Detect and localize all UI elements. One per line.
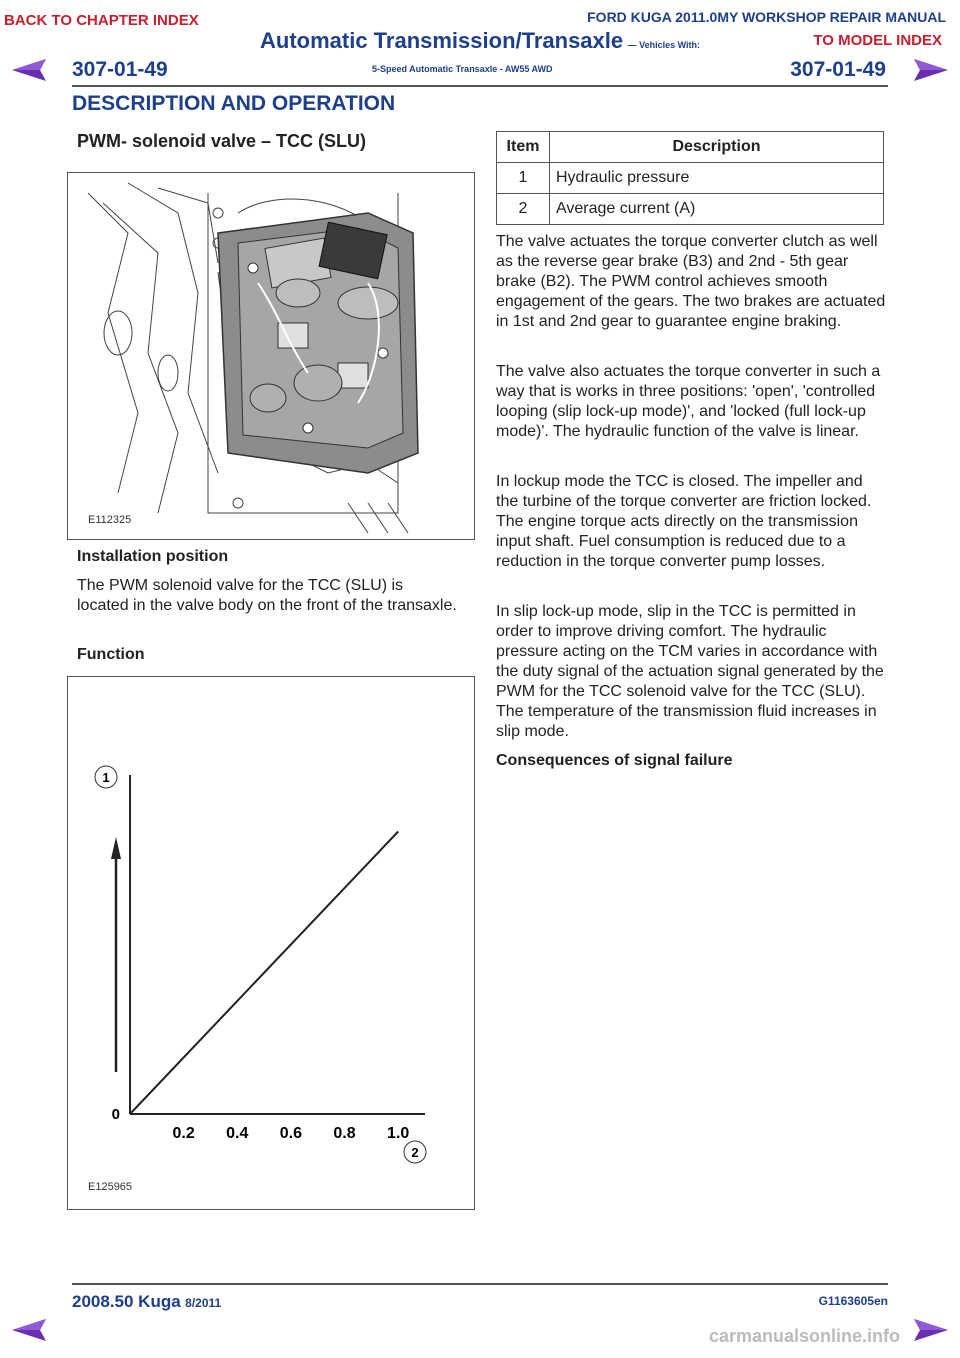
footer-model-date bbox=[72, 1292, 221, 1312]
item-description-table bbox=[496, 131, 884, 225]
chapter-title: Automatic Transmission/Transaxle bbox=[260, 28, 624, 53]
x-tick-label: 0.2 bbox=[172, 1125, 195, 1142]
table-header-row bbox=[497, 132, 884, 163]
previous-page-arrow-icon[interactable] bbox=[10, 56, 50, 84]
footer-date: 8/2011 bbox=[185, 1296, 222, 1310]
page-number-right: 307-01-49 bbox=[790, 58, 886, 81]
vehicles-with-label: — Vehicles With: bbox=[627, 40, 701, 50]
table-row bbox=[497, 163, 884, 194]
pressure-arrow-head-icon bbox=[111, 837, 121, 859]
manual-title: FORD KUGA 2011.0MY WORKSHOP REPAIR MANUAL bbox=[587, 9, 946, 25]
section-title: DESCRIPTION AND OPERATION bbox=[72, 92, 396, 115]
valve-body-figure bbox=[67, 172, 475, 540]
footer-rule bbox=[72, 1283, 888, 1285]
table-header-item: Item bbox=[497, 132, 550, 163]
chart-series-group bbox=[130, 832, 398, 1115]
paragraph-lockup-mode: In lockup mode the TCC is closed. The impeller and the turbine of the torque converter are friction locked. The engine torque acts directly on the transmission input shaft. Fuel consumption is reduced due to a reduction in the torque converter pump losses. bbox=[496, 473, 872, 570]
origin-label: 0 bbox=[111, 1106, 120, 1123]
paragraph-three-positions: The valve also actuates the torque converter in such a way that is works in three positions: 'open', 'controlled looping (slip lock-up mode)', and 'locked (full lock-up mode)'. The hydraulic function of the valve is linear. bbox=[496, 363, 881, 440]
chapter-header bbox=[260, 28, 700, 54]
x-tick-label: 0.8 bbox=[333, 1125, 356, 1142]
figure-code-2: E125965 bbox=[88, 1181, 133, 1193]
table-cell-description: Hydraulic pressure bbox=[550, 163, 884, 194]
x-tick-label: 0.6 bbox=[279, 1125, 303, 1142]
table-cell-description: Average current (A) bbox=[550, 194, 884, 225]
back-to-chapter-index-link[interactable]: BACK TO CHAPTER INDEX bbox=[4, 12, 199, 29]
valve-body-illustration bbox=[68, 173, 474, 539]
figure-code-1: E112325 bbox=[88, 514, 132, 526]
callout-1-label: 1 bbox=[102, 770, 110, 785]
next-page-arrow-icon[interactable] bbox=[910, 56, 950, 84]
chart-ticks-group bbox=[173, 1125, 410, 1142]
footer-doc-code: G1163605en bbox=[818, 1294, 888, 1308]
previous-page-arrow-bottom-icon[interactable] bbox=[10, 1316, 50, 1344]
function-heading: Function bbox=[77, 646, 145, 663]
installation-text: The PWM solenoid valve for the TCC (SLU) is located in the valve body on the front of the transaxle. bbox=[77, 577, 457, 614]
table-row bbox=[497, 194, 884, 225]
watermark-text: carmanualsonline.info bbox=[708, 1326, 900, 1346]
x-tick-label: 1.0 bbox=[387, 1125, 410, 1142]
series-line-0 bbox=[130, 832, 398, 1115]
paragraph-valve-actuation: The valve actuates the torque converter clutch as well as the reverse gear brake (B3) and 2nd - 5th gear brake (B2). The PWM control achieves smooth engagement of the gears. The two brakes are actuated in 1st and 2nd gear to guarantee engine braking. bbox=[496, 233, 886, 330]
table-cell-item: 2 bbox=[497, 194, 550, 225]
table-cell-item: 1 bbox=[497, 163, 550, 194]
table-header-description: Description bbox=[550, 132, 884, 163]
footer-model: 2008.50 Kuga bbox=[72, 1292, 181, 1311]
callout-2-label: 2 bbox=[411, 1145, 419, 1160]
function-chart-figure bbox=[67, 676, 475, 1210]
page-number-left: 307-01-49 bbox=[72, 58, 168, 81]
x-tick-label: 0.4 bbox=[226, 1125, 249, 1142]
component-title: PWM- solenoid valve – TCC (SLU) bbox=[77, 131, 367, 151]
pressure-current-chart bbox=[68, 677, 474, 1209]
paragraph-slip-lockup-mode: In slip lock-up mode, slip in the TCC is permitted in order to improve driving comfort. The hydraulic pressure acting on the TCM varies in accordance with the duty signal of the actuation signal generated by the PWM for the TCC solenoid valve for the TCC (SLU). The temperature of the transmission fluid increases in slip mode. bbox=[496, 603, 884, 740]
consequences-heading: Consequences of signal failure bbox=[496, 752, 733, 769]
to-model-index-link[interactable]: TO MODEL INDEX bbox=[813, 32, 942, 49]
installation-heading: Installation position bbox=[77, 548, 229, 565]
transaxle-subtitle: 5-Speed Automatic Transaxle - AW55 AWD bbox=[372, 64, 553, 74]
next-page-arrow-bottom-icon[interactable] bbox=[910, 1316, 950, 1344]
header-rule bbox=[72, 85, 888, 87]
